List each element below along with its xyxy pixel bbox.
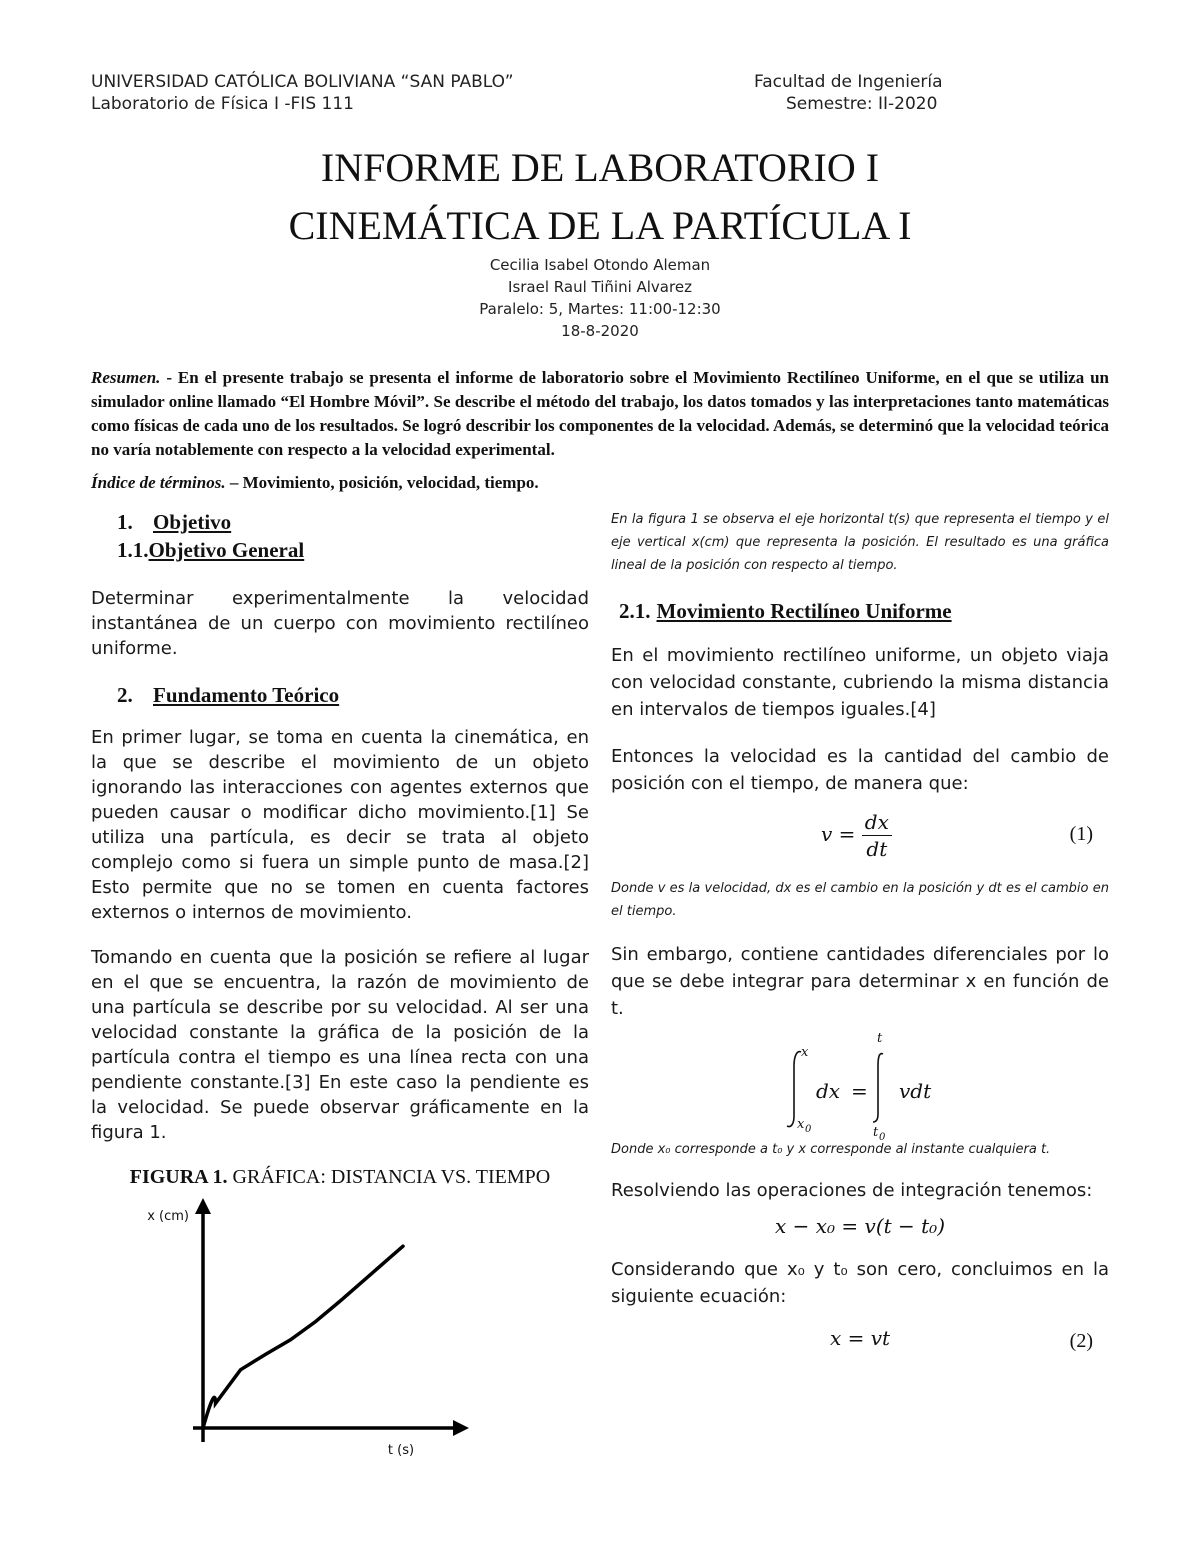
theory-paragraph-2: Tomando en cuenta que la posición se refiere al lugar en el que se encuentra, la razón de movimiento de una partícula se describe por su velocidad. Al ser una velocidad constante la gráfica de la posición de la partícula contra el tiempo es una línea recta con una pendiente constante.[3] En este caso la pendiente es la velocidad. Se puede observar gráficamente en la figura 1. [91,947,589,1143]
svg-text:dx: dx [816,1079,841,1103]
equation-1-numerator: dx [862,809,892,836]
author-2: Israel Raul Tiñini Alvarez [508,278,692,296]
figure-1-caption-title: GRÁFICA: DISTANCIA VS. TIEMPO [227,1166,551,1188]
figure-1-title [91,1165,589,1190]
section-2-heading: 2. Fundamento Teórico [117,683,340,707]
solution-expression: x − x₀ = v(t − t₀) [775,1214,945,1238]
report-date: 18-8-2020 [561,322,639,340]
index-terms [91,471,1109,495]
section-1-heading: 1. Objetivo [117,510,232,534]
svg-text:=: = [851,1079,868,1103]
x-axis-label: t (s) [387,1443,415,1458]
figure-1-label: FIGURA 1. [129,1166,228,1188]
faculty-name: Facultad de Ingeniería [754,72,943,92]
svg-text:0: 0 [805,1124,812,1135]
equation-1-lhs: v = [821,822,856,846]
mru-paragraph-5: Considerando que x₀ y t₀ son cero, concluimos en la siguiente ecuación: [611,1259,1109,1307]
theory-paragraph-1: En primer lugar, se toma en cuenta la cinemática, en la que se describe el movimiento de un objeto ignorando las interacciones con agentes externos que pueden causar o modificar dicho movimiento.[1] Se utiliza una partícula, es decir se trata al objeto complejo como si fuera un simple punto de masa.[2] Esto permite que no se tomen en cuenta factores externos o internos de movimiento. [91,727,589,923]
index-terms-label: Índice de términos. [91,473,226,492]
svg-text:x: x [801,1045,809,1060]
integral-caption: Donde x₀ corresponde a t₀ y x corresponde al instante cualquiera t. [611,1142,1051,1157]
right-column [611,508,1109,1364]
report-title: INFORME DE LABORATORIO I [320,145,880,190]
figure-1-chart [91,1200,589,1470]
mru-paragraph-3: Sin embargo, contiene cantidades diferenciales por lo que se debe integrar para determinar x en función de t. [611,944,1109,1019]
y-axis-arrow [195,1198,211,1214]
y-axis-label: x (cm) [147,1209,189,1224]
svg-text:x: x [797,1117,805,1132]
semester: Semestre: II-2020 [786,94,938,114]
objective-text: Determinar experimentalmente la velocidad instantánea de un cuerpo con movimiento rectilíneo uniforme. [91,588,589,659]
index-terms-text: – Movimiento, posición, velocidad, tiempo. [225,473,539,492]
parallel-info: Paralelo: 5, Martes: 11:00-12:30 [479,300,721,318]
svg-text:t: t [877,1031,883,1046]
position-curve [203,1246,403,1428]
equation-1-denominator: dt [866,837,888,861]
section-2-1-heading: 2.1. Movimiento Rectilíneo Uniforme [619,599,952,623]
left-column [91,508,589,1470]
mru-paragraph-4: Resolviendo las operaciones de integración tenemos: [611,1180,1093,1201]
equation-1-number: (1) [1069,823,1093,845]
mru-paragraph-1: En el movimiento rectilíneo uniforme, un objeto viaja con velocidad constante, cubriendo la misma distancia en intervalos de tiempos iguales.[4] [611,645,1109,720]
report-subtitle: CINEMÁTICA DE LA PARTÍCULA I [288,203,912,248]
equation-2-number: (2) [1069,1330,1093,1352]
equation-1-caption: Donde v es la velocidad, dx es el cambio en la posición y dt es el cambio en el tiempo. [611,881,1109,919]
lab-name: Laboratorio de Física I -FIS 111 [91,94,354,114]
university-name: UNIVERSIDAD CATÓLICA BOLIVIANA “SAN PABLO” [91,72,514,92]
mru-paragraph-2: Entonces la velocidad es la cantidad del cambio de posición con el tiempo, de manera que: [611,746,1109,794]
authors-block [0,254,1200,342]
x-axis-arrow [453,1420,469,1436]
svg-text:vdt: vdt [899,1079,932,1103]
integral-equation [611,1031,1109,1143]
author-1: Cecilia Isabel Otondo Aleman [489,256,711,274]
section-1-1-heading: 1.1.Objetivo General [117,538,305,562]
solution-equation [611,1204,1109,1250]
figure-1-description: En la figura 1 se observa el eje horizontal t(s) que representa el tiempo y el eje vertical x(cm) que representa la posición. El resultado es una gráfica lineal de la posición con respecto al tiempo. [611,512,1109,573]
header-right [752,71,943,115]
abstract-text: - En el presente trabajo se presenta el informe de laboratorio sobre el Movimiento Rectilíneo Uniforme, en el que se utiliza un simulador online llamado “El Hombre Móvil”. Se describe el método del trabajo, los datos tomados y las interpretaciones tanto matemáticas como físicas de cada uno de los resultados. Se logró describir los componentes de la velocidad. Además, se determinó que la velocidad teórica no varía notablemente con respecto a la velocidad experimental. [91,368,1109,459]
equation-1-fraction [862,809,892,862]
equation-1 [611,805,1109,869]
equation-2-expression: x = vt [829,1326,891,1350]
abstract [91,366,1109,462]
equation-2 [611,1314,1109,1364]
header-left [91,71,514,115]
abstract-label: Resumen. [91,368,161,387]
svg-text:t: t [873,1125,879,1140]
svg-text:0: 0 [879,1132,886,1143]
